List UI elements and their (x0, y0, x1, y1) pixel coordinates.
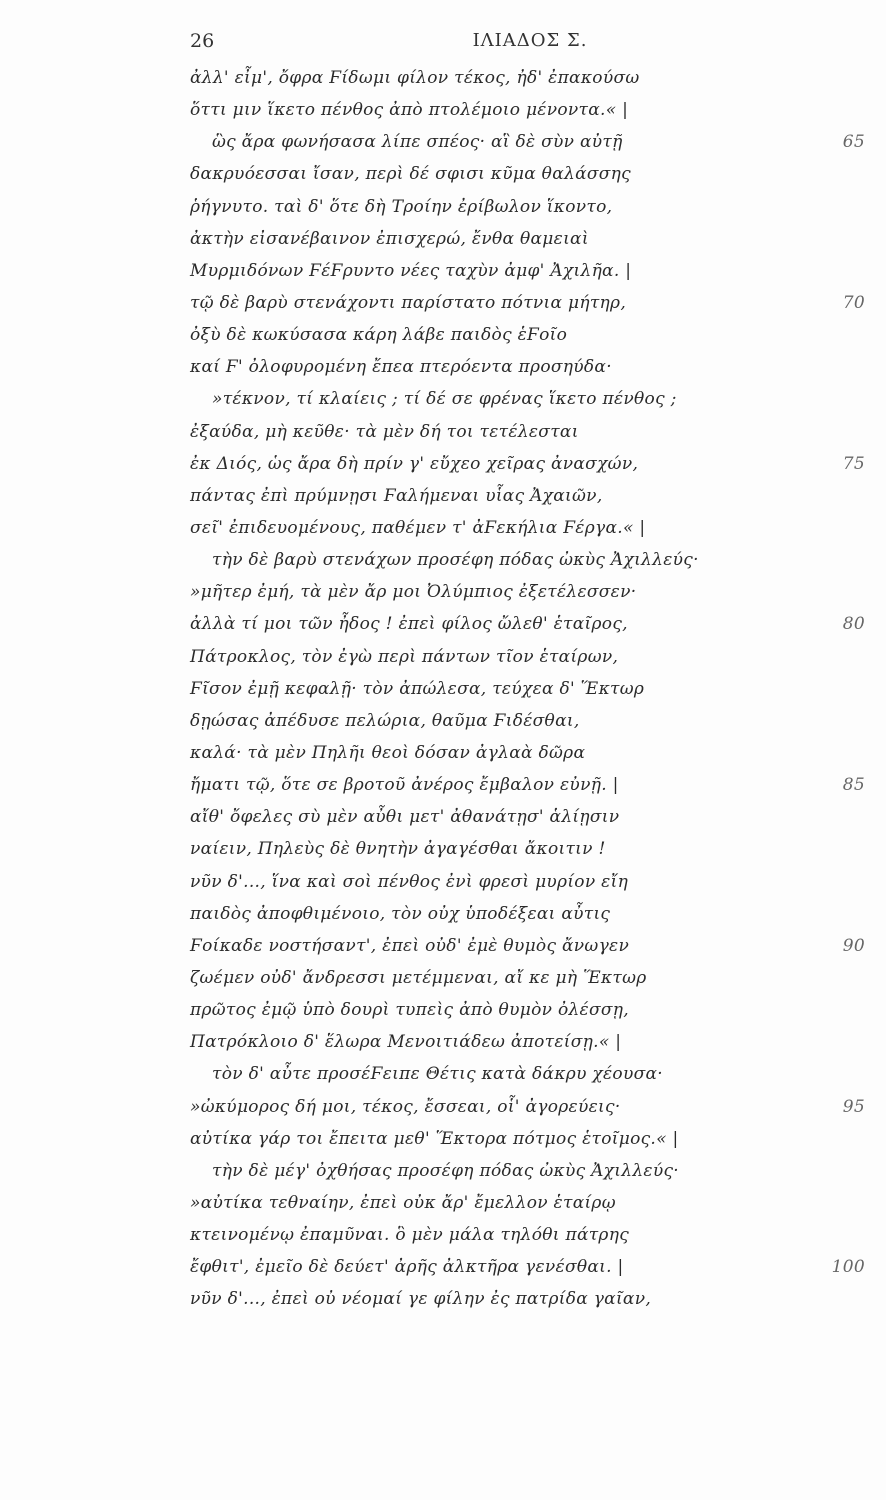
line-number: 100 (831, 1257, 865, 1278)
verse-line (190, 287, 865, 319)
line-number: 75 (842, 453, 865, 474)
verse-line (190, 191, 750, 223)
verse-text: »τέκνον, τί κλαίεις ; τί δέ σε φρένας ἵκετο πένθος ; (212, 389, 677, 410)
verse-text: ἐκ Διός, ὡς ἄρα δὴ πρίν γ' εὔχεο χεῖρας ἀνασχών, (190, 453, 639, 474)
verse-text: παιδὸς ἀποφθιμένοιο, τὸν οὐχ ὑποδέξεαι αὖτις (190, 903, 611, 924)
line-number: 90 (842, 935, 865, 956)
verse-line (190, 673, 750, 705)
verse-line (190, 1026, 750, 1058)
verse-text: ἀκτὴν εἰσανέβαινον ἐπισχερώ, ἔνθα θαμειαὶ (190, 228, 589, 249)
verse-text: ἀλλὰ τί μοι τῶν ἦδος ! ἐπεὶ φίλος ὤλεθ' ἑταῖρος, (190, 614, 628, 635)
verse-line (190, 126, 865, 158)
verse-text: νῦν δ'..., ἐπεὶ οὐ νέομαί γε φίλην ἐς πατρίδα γαῖαν, (190, 1289, 652, 1310)
verse-text: τὴν δὲ βαρὺ στενάχων προσέφη πόδας ὠκὺς Ἀχιλλεύς· (212, 550, 699, 571)
verse-line (190, 898, 750, 930)
verse-line (190, 1058, 750, 1090)
verse-text: ἐξαύδα, μὴ κεῦθε· τὰ μὲν δή τοι τετέλεσται (190, 421, 579, 442)
line-number: 95 (842, 1096, 865, 1117)
verse-text: καί Ϝ' ὀλοφυρομένη ἔπεα πτερόεντα προσηύδα· (190, 357, 612, 378)
verse-text: πρῶτος ἐμῷ ὑπὸ δουρὶ τυπεὶς ἀπὸ θυμὸν ὀλέσσῃ, (190, 1000, 629, 1021)
verse-text: πάντας ἐπὶ πρύμνῃσι Ϝαλήμεναι υἷας Ἀχαιῶν, (190, 485, 603, 506)
verse-line (190, 416, 750, 448)
verse-text: ὀξὺ δὲ κωκύσασα κάρη λάβε παιδὸς ἑϜοῖο (190, 325, 568, 346)
verse-text: »μῆτερ ἐμή, τὰ μὲν ἄρ μοι Ὀλύμπιος ἐξετέλεσσεν· (190, 582, 637, 603)
verse-line (190, 608, 865, 640)
verse-line (190, 801, 750, 833)
verse-line (190, 833, 750, 865)
verse-line (190, 866, 750, 898)
verse-text: νῦν δ'..., ἵνα καὶ σοὶ πένθος ἐνὶ φρεσὶ μυρίον εἴη (190, 871, 629, 892)
verse-text: Ϝοίκαδε νοστήσαντ', ἐπεὶ οὐδ' ἐμὲ θυμὸς ἄνωγεν (190, 935, 630, 956)
verse-line (190, 383, 750, 415)
verse-line (190, 255, 750, 287)
verse-line (190, 1219, 750, 1251)
verse-text: αἴθ' ὄφελες σὺ μὲν αὖθι μετ' ἀθανάτῃσ' ἁλίῃσιν (190, 807, 620, 828)
verse-line (190, 1155, 750, 1187)
verse-text: ὅττι μιν ἵκετο πένθος ἀπὸ πτολέμοιο μένοντα.« | (190, 100, 629, 121)
verse-line (190, 512, 750, 544)
page-number: 26 (190, 30, 215, 52)
verse-text: ἤματι τῷ, ὅτε σε βροτοῦ ἀνέρος ἔμβαλον εὐνῇ. | (190, 775, 619, 796)
verse-text: σεῖ' ἐπιδευομένους, παθέμεν τ' ἀϜεκήλια Ϝέργα.« | (190, 517, 646, 538)
verse-line (190, 158, 750, 190)
verse-text: ῥήγνυτο. ταὶ δ' ὅτε δὴ Τροίην ἐρίβωλον ἵκοντο, (190, 196, 613, 217)
verse-line (190, 319, 750, 351)
verse-text: Μυρμιδόνων ϜέϜρυντο νέες ταχὺν ἀμφ' Ἀχιλῆα. | (190, 260, 632, 281)
verse-text: τὴν δὲ μέγ' ὀχθήσας προσέφη πόδας ὠκὺς Ἀχιλλεύς· (212, 1160, 679, 1181)
verse-text: ὣς ἄρα φωνήσασα λίπε σπέος· αἳ δὲ σὺν αὐτῇ (212, 132, 623, 153)
line-number: 65 (842, 132, 865, 153)
verse-line (190, 705, 750, 737)
verse-text: τὸν δ' αὖτε προσέϜειπε Θέτις κατὰ δάκρυ χέουσα· (212, 1064, 663, 1085)
verse-line (190, 544, 750, 576)
verse-line (190, 737, 750, 769)
verse-line (190, 94, 750, 126)
verse-line (190, 1091, 865, 1123)
line-number: 85 (842, 775, 865, 796)
verse-line (190, 448, 865, 480)
verse-text-body (190, 62, 865, 1315)
page-header (190, 30, 610, 54)
line-number: 80 (842, 614, 865, 635)
running-title: ΙΛΙΑΔΟΣ Σ. (472, 30, 588, 51)
verse-line (190, 576, 750, 608)
verse-line (190, 769, 865, 801)
verse-line (190, 223, 750, 255)
verse-line (190, 1283, 750, 1315)
verse-text: Ϝῖσον ἐμῇ κεφαλῇ· τὸν ἀπώλεσα, τεύχεα δ' Ἕκτωρ (190, 678, 645, 699)
verse-text: δῃώσας ἀπέδυσε πελώρια, θαῦμα Ϝιδέσθαι, (190, 710, 580, 731)
verse-line (190, 480, 750, 512)
verse-text: Πάτροκλος, τὸν ἐγὼ περὶ πάντων τῖον ἑταίρων, (190, 646, 619, 667)
verse-text: αὐτίκα γάρ τοι ἔπειτα μεθ' Ἕκτορα πότμος ἑτοῖμος.« | (190, 1128, 679, 1149)
verse-line (190, 962, 750, 994)
verse-text: »αὐτίκα τεθναίην, ἐπεὶ οὐκ ἄρ' ἔμελλον ἑταίρῳ (190, 1192, 616, 1213)
verse-text: »ὠκύμορος δή μοι, τέκος, ἔσσεαι, οἷ' ἀγορεύεις· (190, 1096, 621, 1117)
verse-text: Πατρόκλοιο δ' ἕλωρα Μενοιτιάδεω ἀποτείσῃ.« | (190, 1032, 622, 1053)
line-number: 70 (842, 292, 865, 313)
verse-text: ναίειν, Πηλεὺς δὲ θνητὴν ἀγαγέσθαι ἄκοιτιν ! (190, 839, 606, 860)
verse-line (190, 641, 750, 673)
verse-text: κτεινομένῳ ἐπαμῦναι. ὃ μὲν μάλα τηλόθι πάτρης (190, 1225, 630, 1246)
verse-line (190, 930, 865, 962)
verse-line (190, 351, 750, 383)
verse-text: τῷ δὲ βαρὺ στενάχοντι παρίστατο πότνια μήτηρ, (190, 292, 627, 313)
verse-line (190, 1187, 750, 1219)
verse-text: δακρυόεσσαι ἴσαν, περὶ δέ σφισι κῦμα θαλάσσης (190, 164, 631, 185)
verse-line (190, 994, 750, 1026)
verse-line (190, 1251, 865, 1283)
verse-line (190, 62, 750, 94)
verse-text: ζωέμεν οὐδ' ἄνδρεσσι μετέμμεναι, αἴ κε μὴ Ἕκτωρ (190, 967, 647, 988)
verse-text: καλά· τὰ μὲν Πηλῆι θεοὶ δόσαν ἀγλαὰ δῶρα (190, 742, 586, 763)
verse-text: ἀλλ' εἶμ', ὄφρα Ϝίδωμι φίλον τέκος, ἠδ' ἐπακούσω (190, 68, 640, 88)
verse-line (190, 1123, 750, 1155)
verse-text: ἔφθιτ', ἐμεῖο δὲ δεύετ' ἀρῆς ἀλκτῆρα γενέσθαι. | (190, 1257, 624, 1278)
